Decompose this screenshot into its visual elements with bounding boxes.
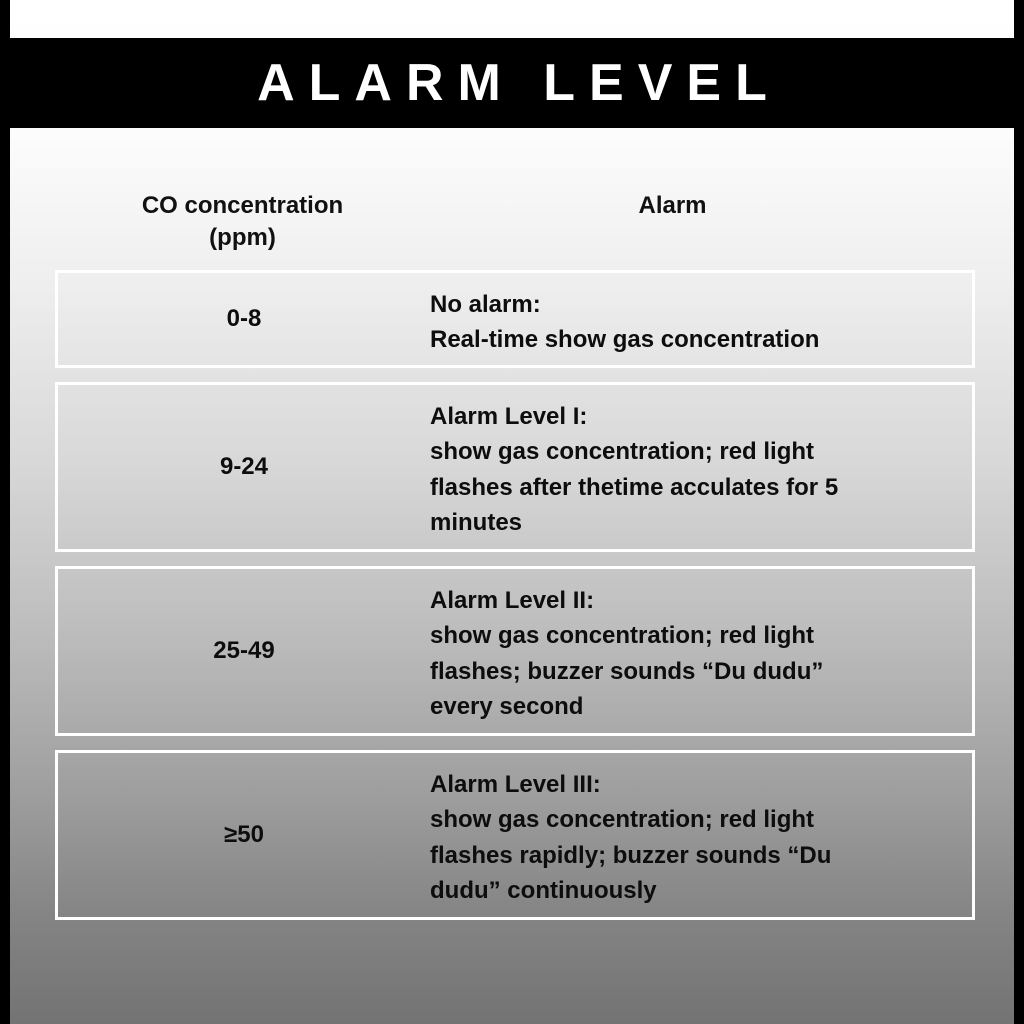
right-black-band [1014, 0, 1024, 1024]
header-cell-alarm [430, 170, 975, 222]
cell-concentration [58, 385, 430, 549]
alarm-line: Alarm Level III: [430, 771, 601, 798]
concentration-value: 9-24 [219, 453, 269, 480]
title-banner [0, 38, 1024, 128]
concentration-value: ≥50 [224, 821, 264, 848]
header-unit-concentration: (ppm) [209, 224, 276, 252]
concentration-value: 0-8 [226, 305, 262, 332]
cell-concentration [58, 273, 430, 365]
alarm-line: flashes; buzzer sounds “Du dudu” [430, 657, 824, 685]
header-label-concentration: CO concentration [141, 192, 344, 219]
cell-concentration [58, 753, 430, 917]
cell-alarm [430, 753, 972, 917]
alarm-line: Real-time show gas concentration [430, 326, 820, 354]
table-row [55, 270, 975, 368]
alarm-level-table [55, 170, 975, 934]
table-row [55, 750, 975, 920]
alarm-line: minutes [430, 508, 523, 536]
alarm-line: No alarm: [430, 291, 541, 318]
page-title: ALARM LEVEL [257, 54, 781, 112]
alarm-line: every second [430, 692, 584, 720]
left-black-band [0, 0, 10, 1024]
cell-alarm [430, 569, 972, 733]
cell-alarm [430, 273, 972, 365]
header-cell-concentration [55, 170, 430, 255]
header-label-alarm: Alarm [638, 192, 707, 219]
alarm-line: show gas concentration; red light [430, 622, 815, 650]
concentration-value: 25-49 [213, 637, 275, 664]
alarm-line: show gas concentration; red light [430, 438, 815, 466]
table-row [55, 382, 975, 552]
alarm-line: Alarm Level I: [430, 403, 588, 430]
alarm-line: show gas concentration; red light [430, 806, 815, 834]
alarm-line: dudu” continuously [430, 876, 657, 904]
cell-alarm [430, 385, 972, 549]
alarm-line: flashes after thetime acculates for 5 [430, 473, 839, 501]
table-header-row [55, 170, 975, 270]
cell-concentration [58, 569, 430, 733]
table-row [55, 566, 975, 736]
alarm-line: Alarm Level II: [430, 587, 595, 614]
alarm-line: flashes rapidly; buzzer sounds “Du [430, 841, 832, 869]
